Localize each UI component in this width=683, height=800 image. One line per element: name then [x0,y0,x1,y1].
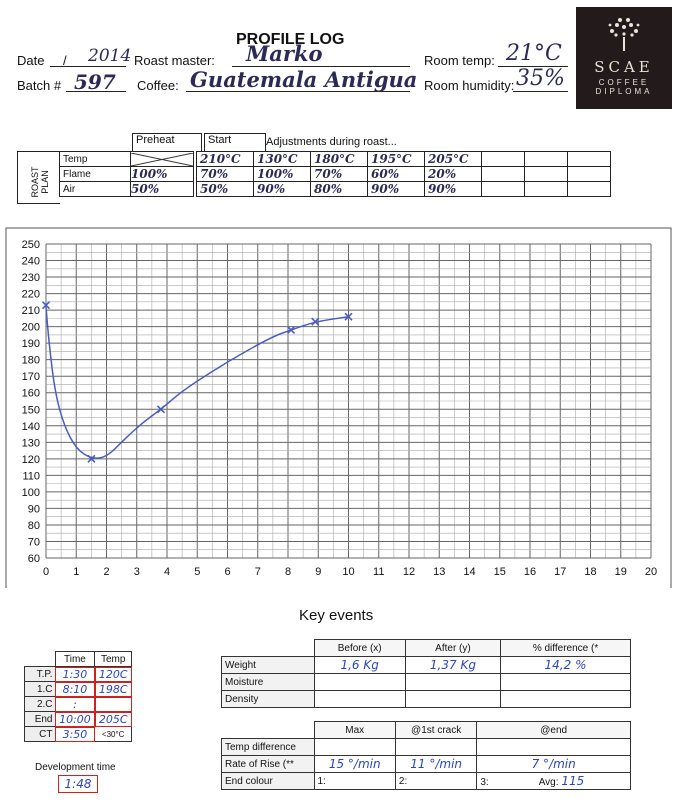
roast-master-value: Marko [246,41,323,66]
x-tick-label: 8 [284,566,292,578]
value-cell [314,674,405,691]
key-events-title: Key events [299,607,374,624]
weight-table-row [222,657,631,674]
column-header: Time [64,653,86,665]
header-cell [501,640,631,657]
value-cell [395,756,476,773]
event-temp: <30°C [101,729,125,739]
label-cell [222,773,315,790]
value-cell [525,167,568,182]
value-cell [254,167,311,182]
roast-plan-row [60,167,611,182]
x-tick-label: 11 [373,566,385,578]
value-cell [368,182,425,197]
value-cell [405,657,500,674]
value-cell [501,657,631,674]
end-value: 7 °/min [531,757,576,771]
preheat-value: 100% [131,167,168,181]
roast-plan-value: 70% [314,167,343,181]
label-cell [25,712,56,727]
y-tick-label: 160 [21,387,40,400]
value-cell [254,182,311,197]
x-tick-label: 20 [644,566,658,578]
y-tick-label: 90 [27,503,40,516]
roast-plan-value: 195°C [371,152,412,166]
rate-table-row [222,739,631,756]
roast-plan-value: 100% [257,167,294,181]
value-cell [525,152,568,167]
event-time: 10:00 [59,712,91,726]
preheat-cell [131,182,194,197]
value-cell [314,756,395,773]
x-tick-label: 6 [224,566,231,578]
x-tick-label: 5 [194,566,201,578]
row-label-cell [60,167,131,182]
temp-cell [95,667,132,682]
value-cell [314,739,395,756]
value-cell [501,691,631,708]
avg-label: Avg: [538,777,559,788]
preheat-cell [131,167,194,182]
label-cell [222,657,315,674]
temp-cell [95,682,132,697]
roast-plan-value: 180°C [314,152,355,166]
value-cell [368,152,425,167]
value-cell [477,756,631,773]
y-tick-label: 60 [27,553,40,565]
header-cell [405,640,500,657]
time-cell [55,727,95,742]
colour-cell [314,773,395,790]
events-table [24,651,132,742]
y-tick-label: 190 [21,338,40,351]
batch-label: Batch # [17,78,62,93]
roast-plan-row [60,152,611,167]
start-label: Start [208,134,232,146]
rate-table-header [222,722,631,739]
label-cell [25,697,56,712]
end-colour-label: End colour [225,775,273,787]
y-tick-label: 250 [21,239,40,251]
room-humidity-label: Room humidity: [424,78,515,93]
label-cell [25,682,56,697]
colour-2-label: 2: [398,775,408,787]
colour-cell [477,773,631,790]
x-tick-label: 9 [315,566,322,578]
column-header: Temp [100,653,126,665]
event-label: T.P. [36,668,53,680]
value-cell [254,152,311,167]
y-tick-label: 220 [21,288,40,301]
diff-value: 14,2 % [544,658,587,672]
weight-table-row [222,691,631,708]
preheat-header [132,133,202,152]
y-tick-label: 80 [27,519,40,532]
roast-plan-value: 90% [371,182,400,196]
roast-curve-chart [0,218,683,588]
event-label: 2.C [36,698,53,710]
roast-plan-row [60,182,611,197]
y-tick-label: 180 [21,354,40,367]
chart-frame [6,228,671,588]
roast-plan-value: 205°C [428,152,469,166]
event-label: CT [39,728,53,740]
event-time: 3:50 [62,727,88,741]
logo-line2: DIPLOMA [595,87,653,96]
room-temp-value: 21°C [506,41,562,66]
roast-plan-value: 80% [314,182,343,196]
x-tick-label: 0 [42,566,50,578]
coffee-value: Guatemala Antigua [190,67,418,92]
data-point-marker [288,326,295,333]
value-cell [405,691,500,708]
y-tick-label: 100 [21,486,40,499]
value-cell [368,167,425,182]
value-cell [568,182,611,197]
x-tick-label: 18 [584,566,597,578]
time-cell [55,667,95,682]
weight-table-header [222,640,631,657]
y-tick-label: 230 [21,272,40,285]
y-tick-label: 210 [21,305,40,318]
y-tick-label: 240 [21,255,40,268]
roast-plan-value: 130°C [257,152,298,166]
roast-plan-value: 70% [200,167,229,181]
x-tick-label: 16 [523,566,537,578]
development-time-label: Development time [35,762,116,773]
room-temp-label: Room temp: [424,53,495,68]
event-temp: 120C [98,667,128,681]
x-tick-label: 19 [614,566,627,578]
time-cell [55,697,95,712]
value-cell [395,739,476,756]
x-tick-label: 10 [342,566,355,578]
x-tick-label: 4 [163,566,171,578]
header-cell [222,640,315,657]
value-cell [314,691,405,708]
row-label: Temp difference [225,741,296,753]
label-cell [222,756,315,773]
label-cell [25,667,56,682]
preheat-label: Preheat [136,134,175,146]
logo-brand: SCAE [594,58,654,76]
rate-table [221,721,631,790]
value-cell [405,674,500,691]
preheat-cell [131,152,194,167]
end-colour-row [222,773,631,790]
value-cell [482,182,525,197]
colour-cell [395,773,476,790]
label-cell [222,674,315,691]
rate-table-row [222,756,631,773]
roast-plan-row-label: Flame [63,168,91,180]
header-cell [314,640,405,657]
event-temp: 198C [98,682,128,696]
x-tick-label: 14 [463,566,476,578]
roast-master-label: Roast master: [134,53,215,68]
event-row [25,727,132,742]
x-tick-label: 13 [433,566,446,578]
value-cell [525,182,568,197]
x-tick-label: 15 [493,566,506,578]
value-cell [311,167,368,182]
colour-3-label: 3: [480,777,489,788]
row-label: Rate of Rise (** [225,758,294,770]
value-cell [477,739,631,756]
event-row [25,667,132,682]
value-cell [425,167,482,182]
column-header: After (y) [435,642,471,654]
value-cell [425,182,482,197]
start-header [204,133,266,152]
header-cell [55,652,95,667]
temp-cell [95,697,132,712]
label-cell [222,691,315,708]
time-cell [55,682,95,697]
column-header: Before (x) [337,642,382,654]
temp-cell [95,712,132,727]
column-header: Max [345,724,365,736]
x-tick-label: 3 [133,566,140,578]
tree-icon [602,15,646,53]
value-cell [501,674,631,691]
roast-plan-side-label: ROAST PLAN [30,166,50,198]
page-title: PROFILE LOG [236,31,345,48]
roast-plan-header [132,133,658,151]
event-time: 8:10 [62,682,88,696]
label-cell [222,739,315,756]
events-header [25,652,132,667]
y-tick-label: 130 [21,437,40,450]
event-row [25,682,132,697]
value-cell [197,182,254,197]
y-tick-label: 200 [21,321,40,334]
event-label: End [34,713,53,725]
after-value: 1,37 Kg [429,658,476,672]
x-tick-label: 1 [73,566,80,578]
roast-plan-value: 90% [257,182,286,196]
avg-value: 115 [561,774,585,788]
date-value: 2014 [88,46,132,66]
date-separator: / [63,53,67,68]
value-cell [482,167,525,182]
coffee-label: Coffee: [137,78,179,93]
value-cell [568,167,611,182]
weight-table-row [222,674,631,691]
event-time: : [73,697,77,711]
roast-plan-value: 60% [371,167,400,181]
y-tick-label: 120 [21,453,40,466]
value-cell [311,182,368,197]
date-label: Date [17,53,45,68]
scae-logo [576,7,672,109]
value-cell [197,152,254,167]
event-temp: 205C [98,712,128,726]
batch-value: 597 [74,70,116,94]
row-label-cell [60,152,131,167]
value-cell [482,152,525,167]
event-row [25,697,132,712]
y-tick-label: 110 [22,470,40,483]
roast-plan-row-label: Temp [63,153,88,165]
row-label: Density [225,693,259,705]
label-cell [25,727,56,742]
column-header: @1st crack [411,724,462,736]
value-cell [197,167,254,182]
value-cell [311,152,368,167]
roast-plan-side [17,151,60,204]
roast-plan-value: 20% [428,167,457,181]
colour-1-label: 1: [317,775,326,787]
roast-plan-value: 50% [200,182,229,196]
column-header: % difference (* [532,642,599,654]
header-cell [314,722,395,739]
y-tick-label: 150 [21,404,40,417]
time-cell [55,712,95,727]
y-tick-label: 170 [21,371,40,384]
row-label: Weight [225,659,256,671]
temp-cell [95,727,132,742]
x-tick-label: 7 [254,566,261,578]
development-time-value: 1:48 [58,775,98,793]
column-header: @end [540,724,568,736]
row-label: Moisture [225,676,264,688]
room-humidity-value: 35% [516,66,565,91]
before-value: 1,6 Kg [340,658,379,672]
roast-plan-value: 210°C [200,152,241,166]
header-cell [95,652,132,667]
header-cell [477,722,631,739]
roast-plan-table [59,151,611,197]
max-value: 15 °/min [328,757,381,771]
row-label-cell [60,182,131,197]
value-cell [425,152,482,167]
roast-plan-value: 90% [428,182,457,196]
event-time: 1:30 [62,667,88,681]
adjust-label: Adjustments during roast... [266,136,397,148]
cross-out-icon [131,153,193,166]
y-tick-label: 70 [27,536,40,549]
value-cell [568,152,611,167]
event-row [25,712,132,727]
header-cell [222,722,315,739]
x-tick-label: 17 [554,566,567,578]
roast-plan-row-label: Air [63,183,76,195]
y-tick-label: 140 [21,420,40,433]
header-cell [25,652,56,667]
x-tick-label: 12 [402,566,416,578]
crack-value: 11 °/min [410,757,463,771]
header-cell [395,722,476,739]
event-label: 1.C [36,683,53,695]
logo-line1: COFFEE [598,78,650,87]
value-cell [314,657,405,674]
weight-table [221,639,631,708]
x-tick-label: 2 [103,566,110,578]
preheat-value: 50% [131,182,160,196]
